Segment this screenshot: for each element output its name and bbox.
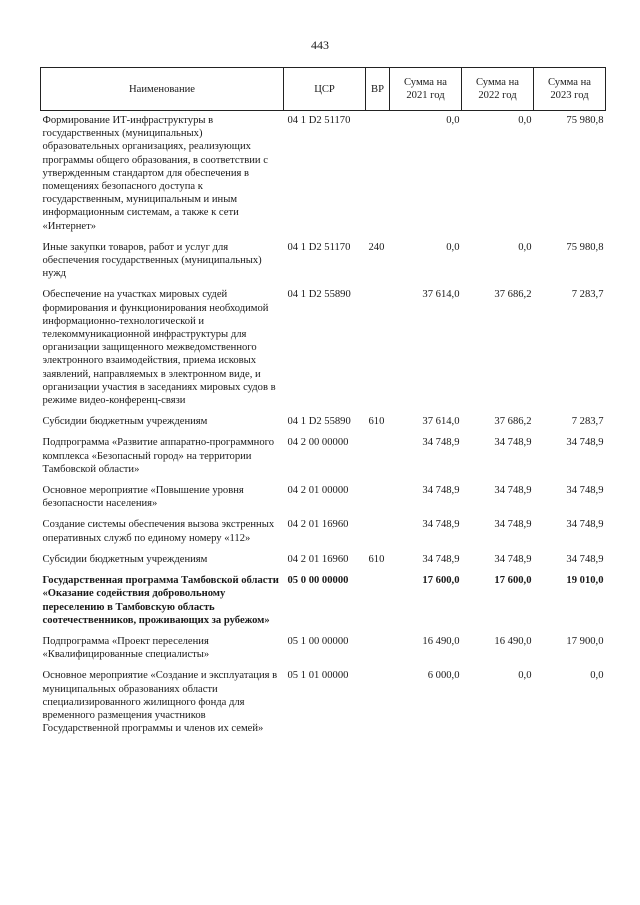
table-row bbox=[41, 632, 606, 666]
sum-2021-label-line2: 2021 год bbox=[406, 90, 445, 101]
budget-table bbox=[40, 67, 606, 740]
table-row bbox=[41, 285, 606, 412]
table-header-row bbox=[41, 68, 606, 111]
row-sum-2022: 37 686,2 bbox=[494, 289, 532, 301]
row-sum-2022: 37 686,2 bbox=[494, 416, 532, 428]
row-sum-2023: 34 748,9 bbox=[566, 437, 604, 449]
row-csr: 04 1 D2 55890 bbox=[287, 289, 351, 301]
row-name: Субсидии бюджетным учреждениям bbox=[42, 553, 208, 565]
row-csr: 04 2 00 00000 bbox=[287, 437, 349, 449]
column-header-sum-2022 bbox=[462, 68, 534, 111]
row-sum-2021: 0,0 bbox=[446, 241, 460, 253]
row-csr: 05 0 00 00000 bbox=[287, 575, 349, 587]
sum-2023-label-line2: 2023 год bbox=[550, 90, 589, 101]
row-name: Формирование ИТ-инфраструктуры в государственных (муниципальных) образовательных организациях, реализующих программы общего образования, в соответствии с утвержденным стандартом для обеспечения в помещениях безопасного доступа к государственным, муниципальным и иным информационным системам, а также к сети «Интернет» bbox=[42, 115, 268, 232]
row-name: Основное мероприятие «Повышение уровня безопасности населения» bbox=[42, 485, 244, 510]
row-name: Основное мероприятие «Создание и эксплуатация в муниципальных образованиях области специализированного жилищного фонда для временного размещения участников Государственной программы и членов их семей» bbox=[42, 670, 278, 735]
row-name: Создание системы обеспечения вызова экстренных оперативных служб по единому номеру «112» bbox=[42, 519, 275, 544]
column-header-sum-2023 bbox=[534, 68, 606, 111]
column-header-name: Наименование bbox=[41, 68, 284, 111]
row-csr: 04 1 D2 51170 bbox=[287, 241, 351, 253]
row-vr: 610 bbox=[368, 416, 385, 428]
row-sum-2023: 19 010,0 bbox=[566, 575, 604, 587]
row-sum-2022: 34 748,9 bbox=[494, 519, 532, 531]
row-vr bbox=[366, 666, 390, 740]
row-csr: 04 1 D2 51170 bbox=[287, 115, 351, 126]
row-sum-2022: 0,0 bbox=[518, 241, 532, 253]
row-name: Подпрограмма «Развитие аппаратно-программного комплекса «Безопасный город» на территории Тамбовской области» bbox=[42, 437, 275, 475]
table-row bbox=[41, 666, 606, 740]
row-vr: 610 bbox=[368, 553, 385, 565]
sum-2022-label-line2: 2022 год bbox=[478, 90, 517, 101]
row-csr: 04 2 01 00000 bbox=[287, 485, 349, 497]
row-sum-2022: 34 748,9 bbox=[494, 485, 532, 497]
table-row bbox=[41, 412, 606, 433]
table-row bbox=[41, 433, 606, 481]
row-sum-2022: 34 748,9 bbox=[494, 553, 532, 565]
sum-2021-label-line1: Сумма на bbox=[403, 77, 448, 88]
row-sum-2022: 0,0 bbox=[518, 670, 532, 682]
row-sum-2023: 34 748,9 bbox=[566, 485, 604, 497]
row-vr bbox=[366, 481, 390, 515]
row-sum-2022: 17 600,0 bbox=[494, 575, 532, 587]
row-sum-2021: 34 748,9 bbox=[422, 485, 460, 497]
column-header-sum-2021 bbox=[390, 68, 462, 111]
row-vr bbox=[366, 515, 390, 549]
row-sum-2022: 34 748,9 bbox=[494, 437, 532, 449]
row-csr: 04 2 01 16960 bbox=[287, 553, 349, 565]
row-vr bbox=[366, 632, 390, 666]
table-row bbox=[41, 550, 606, 571]
row-sum-2021: 34 748,9 bbox=[422, 519, 460, 531]
row-sum-2023: 0,0 bbox=[590, 670, 604, 682]
table-row bbox=[41, 571, 606, 632]
row-vr: 240 bbox=[368, 241, 385, 253]
table-row bbox=[41, 238, 606, 286]
row-sum-2021: 16 490,0 bbox=[422, 635, 460, 647]
row-csr: 05 1 00 00000 bbox=[287, 635, 349, 647]
row-sum-2021: 0,0 bbox=[446, 115, 460, 126]
sum-2023-label-line1: Сумма на bbox=[547, 77, 592, 88]
row-name: Государственная программа Тамбовской области «Оказание содействия добровольному переселению в Тамбовскую область соотечественников, проживающих за рубежом» bbox=[42, 575, 279, 626]
row-sum-2023: 75 980,8 bbox=[566, 241, 604, 253]
row-sum-2023: 34 748,9 bbox=[566, 519, 604, 531]
row-vr bbox=[366, 285, 390, 412]
table-row bbox=[41, 111, 606, 238]
row-sum-2021: 34 748,9 bbox=[422, 553, 460, 565]
row-vr bbox=[366, 571, 390, 632]
row-csr: 04 1 D2 55890 bbox=[287, 416, 351, 428]
row-sum-2021: 37 614,0 bbox=[422, 289, 460, 301]
row-sum-2023: 17 900,0 bbox=[566, 635, 604, 647]
column-header-csr: ЦСР bbox=[284, 68, 366, 111]
row-name: Субсидии бюджетным учреждениям bbox=[42, 416, 208, 428]
row-vr bbox=[366, 111, 390, 238]
table-row bbox=[41, 515, 606, 549]
row-sum-2023: 7 283,7 bbox=[571, 416, 604, 428]
row-csr: 05 1 01 00000 bbox=[287, 670, 349, 682]
row-sum-2022: 16 490,0 bbox=[494, 635, 532, 647]
row-sum-2021: 34 748,9 bbox=[422, 437, 460, 449]
sum-2022-label-line1: Сумма на bbox=[475, 77, 520, 88]
table-row bbox=[41, 481, 606, 515]
row-sum-2023: 75 980,8 bbox=[566, 115, 604, 126]
row-sum-2023: 34 748,9 bbox=[566, 553, 604, 565]
row-sum-2021: 17 600,0 bbox=[422, 575, 460, 587]
row-sum-2022: 0,0 bbox=[518, 115, 532, 126]
row-csr: 04 2 01 16960 bbox=[287, 519, 349, 531]
row-sum-2021: 37 614,0 bbox=[422, 416, 460, 428]
row-vr bbox=[366, 433, 390, 481]
row-name: Обеспечение на участках мировых судей формирования и функционирования необходимой информационно-технологической и телекоммуникационной инфраструктуры для организации защищенного межведомственного электронного взаимодействия, приема исковых заявлений, направляемых в электронном виде, и организации участия в заседаниях мировых судов в режиме видео-конференц-связи bbox=[42, 289, 276, 407]
page-number: 443 bbox=[311, 38, 329, 52]
row-sum-2023: 7 283,7 bbox=[571, 289, 604, 301]
row-sum-2021: 6 000,0 bbox=[427, 670, 460, 682]
row-name: Иные закупки товаров, работ и услуг для обеспечения государственных (муниципальных) нужд bbox=[42, 241, 262, 280]
row-name: Подпрограмма «Проект переселения «Квалифицированные специалисты» bbox=[42, 635, 210, 661]
column-header-vr: ВР bbox=[366, 68, 390, 111]
